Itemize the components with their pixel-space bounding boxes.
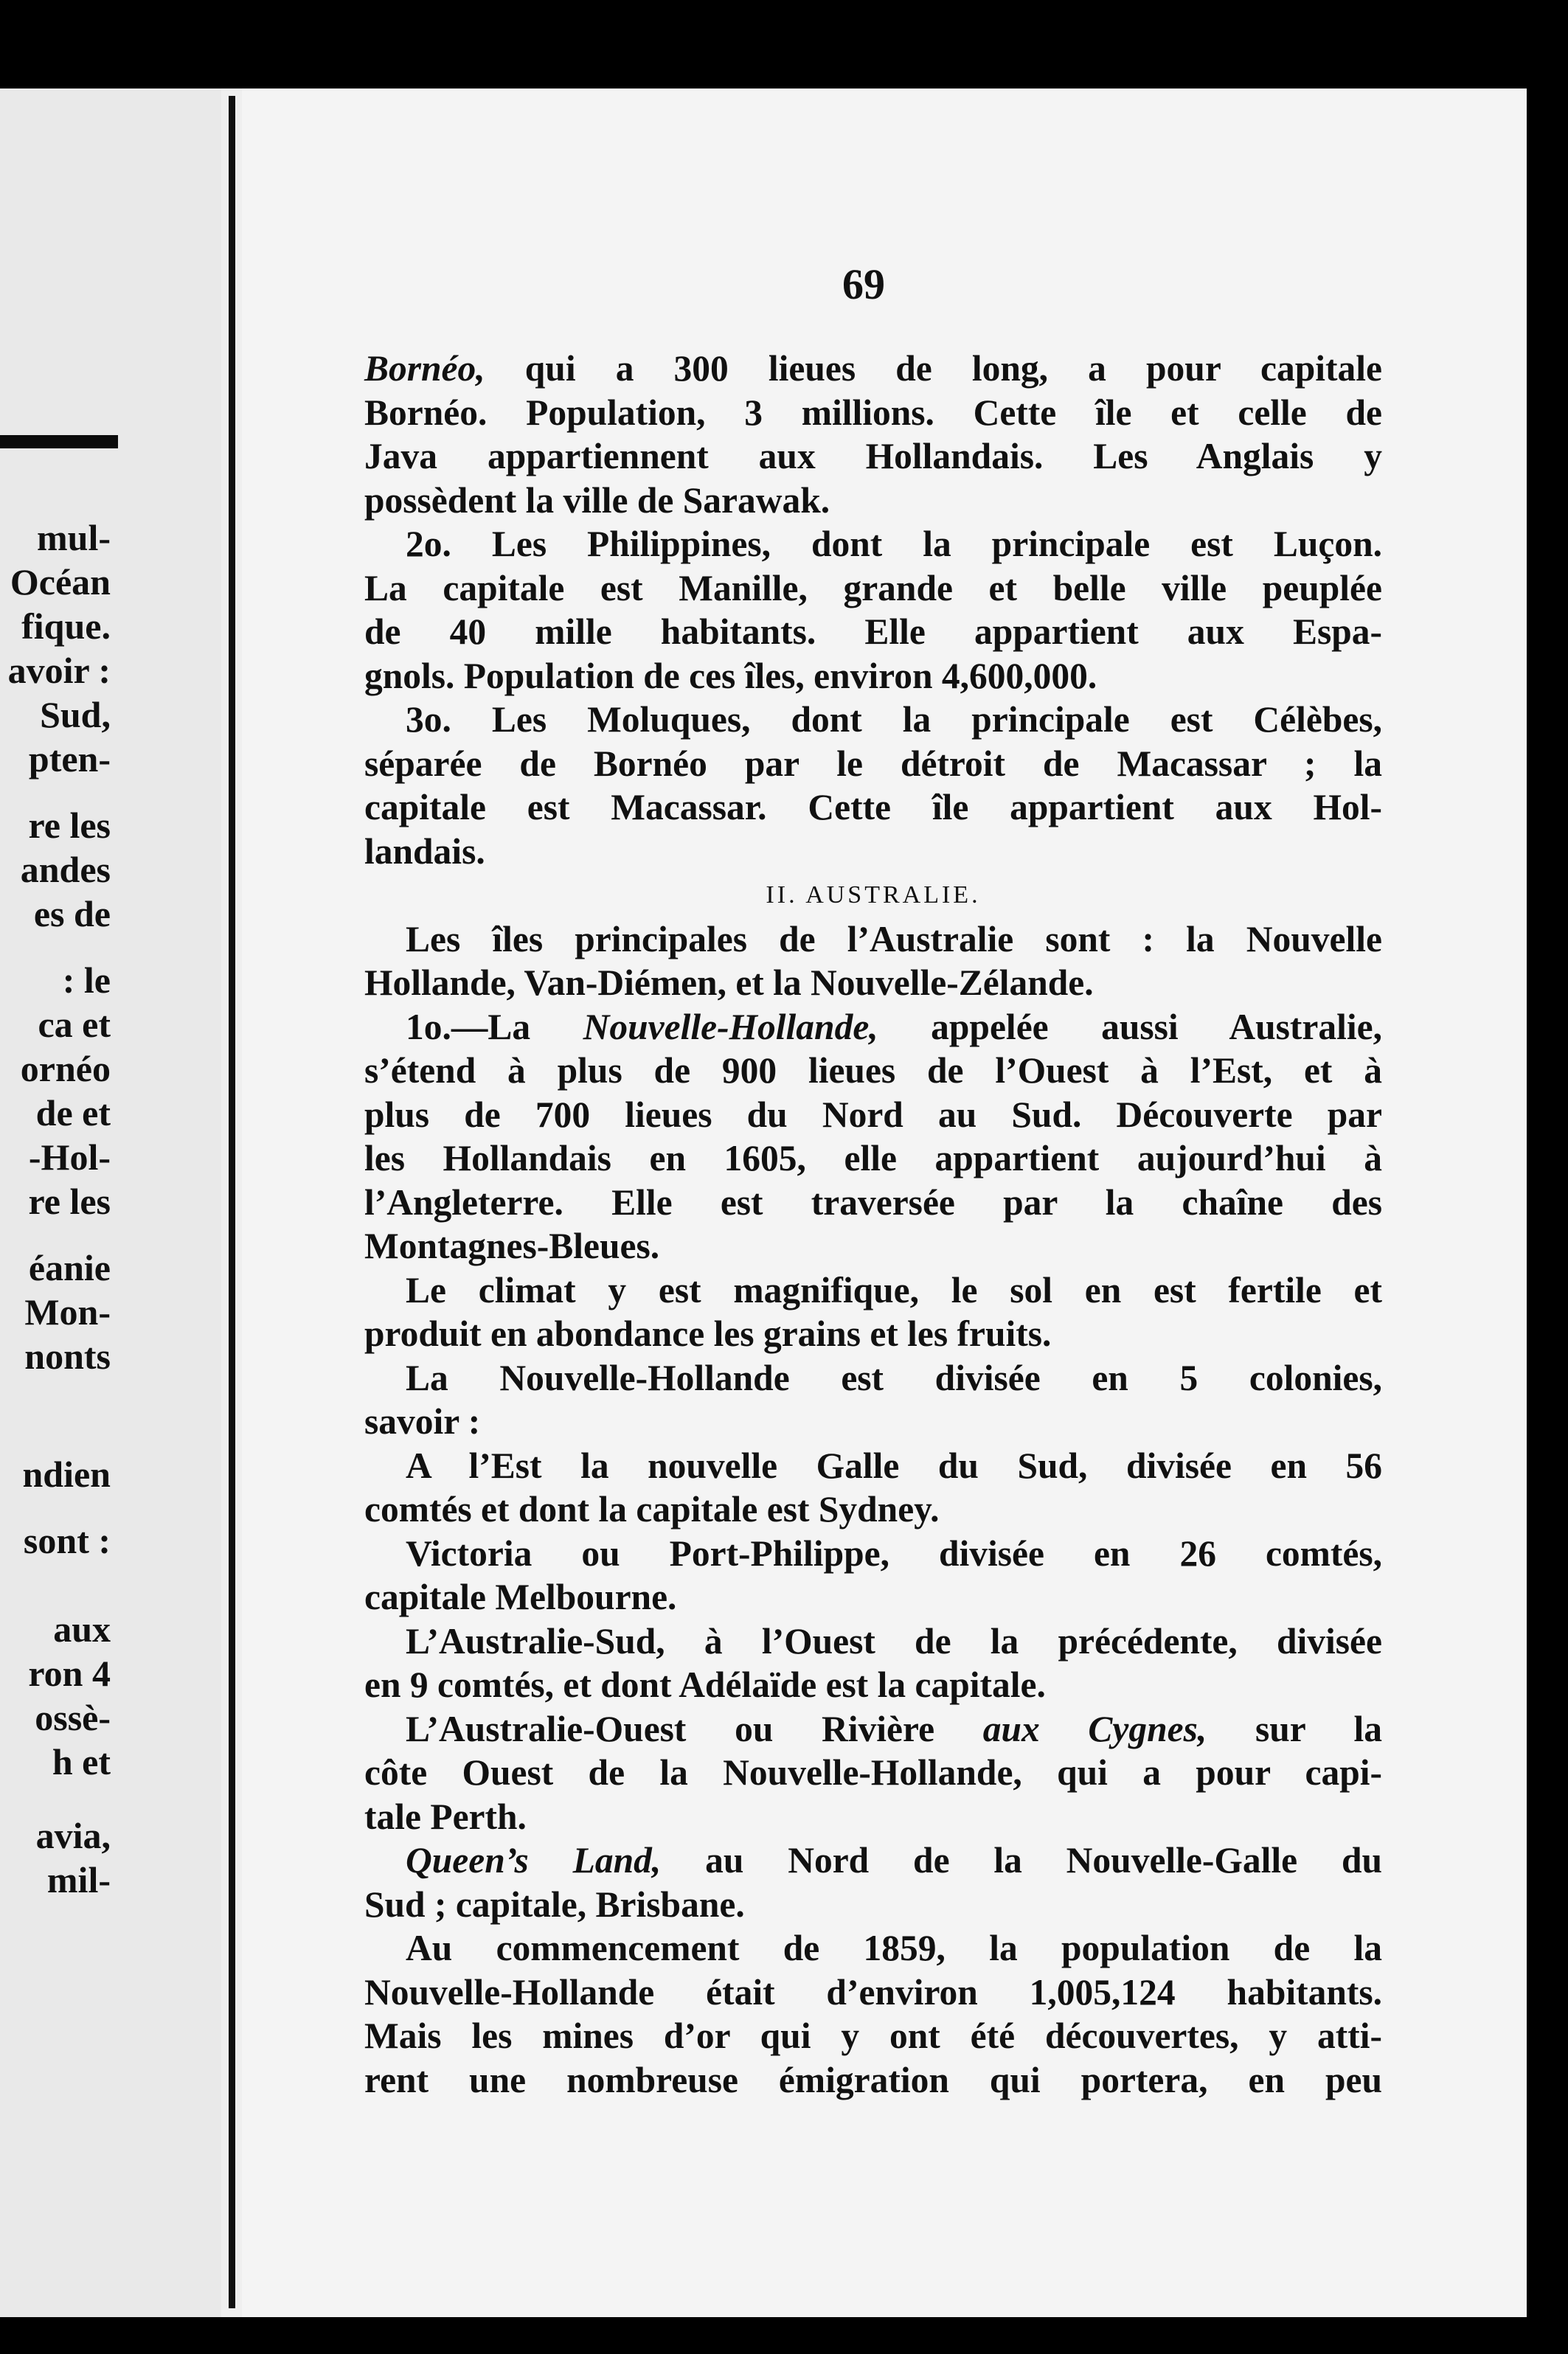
text-line [364,2014,1382,2058]
text-segment: 1o.—La [406,1006,583,1047]
text-line [364,1663,1382,1707]
text-segment: comtés et dont la capitale est Sydney. [364,1489,940,1530]
text-line [364,1400,1382,1444]
text-line [364,1532,1382,1576]
facing-page-line: ca et [38,1004,111,1045]
italic-segment: aux Cygnes, [982,1708,1207,1749]
text-segment: gnols. Population de ces îles, environ 4,600,000. [364,655,1097,696]
facing-page-line: aux [53,1608,111,1650]
scan-border-right [1527,0,1568,2354]
italic-segment: Queen’s Land, [406,1840,662,1881]
text-segment: landais. [364,830,485,872]
text-line [364,1444,1382,1488]
text-line [364,1005,1382,1049]
italic-segment: Bornéo, [364,348,485,389]
text-line [364,2058,1382,2103]
text-line [364,391,1382,435]
text-segment: Les îles principales de l’Australie sont : la Nouvelle [406,918,1382,959]
text-segment: Java appartiennent aux Hollandais. Les Anglais y [364,436,1382,476]
text-line [364,917,1382,962]
facing-page-line: éanie [28,1247,111,1288]
text-line [364,961,1382,1005]
text-segment: savoir : [364,1401,481,1442]
facing-page-line: sont : [23,1520,111,1561]
text-segment: en 9 comtés, et dont Adélaïde est la capitale. [364,1664,1046,1705]
facing-page-line: Océan [10,561,111,603]
scan-border-top [0,0,1568,88]
text-segment: Montagnes-Bleues. [364,1226,660,1266]
text-segment: séparée de Bornéo par le détroit de Macassar ; la [364,743,1382,784]
binding-line [229,96,235,2308]
facing-page-line: re les [28,805,111,846]
text-segment: Au commencement de 1859, la population de la [406,1928,1382,1968]
text-segment: Nouvelle-Hollande était d’environ 1,005,124 habitants. [364,1971,1382,2013]
text-segment: capitale Melbourne. [364,1577,677,1617]
text-line [364,1268,1382,1313]
text-segment: Victoria ou Port-Philippe, divisée en 26 comtés, [406,1532,1382,1574]
facing-page-line: ndien [22,1454,111,1495]
text-line [364,1356,1382,1400]
text-segment: La capitale est Manille, grande et belle ville peuplée [364,567,1382,608]
text-line [364,1575,1382,1619]
text-line [364,1487,1382,1532]
text-segment: capitale est Macassar. Cette île appartient aux Hol- [364,787,1382,827]
text-segment: Hollande, Van-Diémen, et la Nouvelle-Zélande. [364,962,1094,1003]
text-segment: qui a 300 lieues de long, a pour capitale [485,348,1382,389]
facing-page-line: mil- [46,1859,111,1900]
section-heading: II. AUSTRALIE. [766,881,981,909]
text-line [364,610,1382,654]
text-line [364,1883,1382,1927]
facing-page-fragment [0,88,221,2317]
text-line [364,698,1382,742]
facing-page-line: Mon- [24,1291,111,1333]
facing-page-line: re les [28,1181,111,1222]
text-line [364,479,1382,523]
facing-page-line: de et [35,1092,111,1133]
text-line [364,1224,1382,1268]
facing-page-line: ornéo [20,1048,111,1089]
text-line [364,1181,1382,1225]
text-segment: l’Angleterre. Elle est traversée par la chaîne des [364,1181,1382,1223]
text-line [364,434,1382,479]
text-segment: L’Australie-Sud, à l’Ouest de la précédente, divisée [406,1620,1382,1662]
text-segment: possèdent la ville de Sarawak. [364,479,830,521]
text-segment: Sud ; capitale, Brisbane. [364,1883,745,1925]
text-segment: 2o. Les Philippines, dont la principale est Luçon. [406,524,1382,564]
text-segment: A l’Est la nouvelle Galle du Sud, divisée en 56 [406,1445,1382,1486]
text-line [364,1136,1382,1181]
facing-page-line: pten- [28,738,111,780]
page-number: 69 [842,260,885,308]
text-line [364,785,1382,830]
text-segment: 3o. Les Moluques, dont la principale est Célèbes, [406,699,1382,740]
text-line [364,830,1382,874]
text-segment: appelée aussi Australie, [878,1006,1382,1047]
facing-page-line: Sud, [40,694,111,735]
text-line [364,522,1382,566]
text-segment: s’étend à plus de 900 lieues de l’Ouest à l’Est, et à [364,1050,1382,1091]
facing-page-line: avia, [35,1815,111,1856]
text-line [364,1093,1382,1137]
text-segment: au Nord de la Nouvelle-Galle du [661,1840,1382,1881]
facing-page-line: es de [33,893,111,934]
text-line [364,1971,1382,2015]
text-line [364,1619,1382,1664]
facing-page-rule [0,435,118,448]
text-line [364,1312,1382,1356]
text-segment: sur la [1207,1708,1383,1749]
text-segment: Bornéo. Population, 3 millions. Cette île et celle de [364,392,1382,433]
scan-border-bottom [0,2317,1568,2354]
facing-page-line: h et [52,1741,111,1782]
text-segment: produit en abondance les grains et les fruits. [364,1313,1052,1354]
text-segment: L’Australie-Ouest ou Rivière [406,1708,983,1749]
text-line [364,742,1382,786]
facing-page-line: -Hol- [28,1136,111,1178]
text-segment: tale Perth. [364,1796,527,1837]
text-line [364,1795,1382,1839]
text-segment: les Hollandais en 1605, elle appartient aujourd’hui à [364,1138,1382,1178]
facing-page-line: avoir : [7,650,111,691]
facing-page-line: ron 4 [28,1653,111,1694]
text-line [364,1707,1382,1751]
facing-page-line: : le [62,959,111,1001]
facing-page-line: ossè- [35,1697,111,1738]
text-segment: rent une nombreuse émigration qui portera, en peu [364,2059,1382,2100]
text-segment: Mais les mines d’or qui y ont été découvertes, y atti- [364,2016,1382,2056]
facing-page-line: mul- [37,517,111,558]
text-line [364,347,1382,391]
facing-page-line: nonts [24,1336,111,1377]
text-segment: plus de 700 lieues du Nord au Sud. Découverte par [364,1094,1382,1135]
italic-segment: Nouvelle-Hollande, [583,1006,878,1047]
text-line [364,654,1382,698]
facing-page-line: fique. [21,605,111,647]
text-line [364,1926,1382,1971]
text-segment: Le climat y est magnifique, le sol en est fertile et [406,1269,1382,1310]
text-line [364,1049,1382,1093]
text-line [364,1751,1382,1795]
text-segment: côte Ouest de la Nouvelle-Hollande, qui a pour capi- [364,1752,1382,1793]
text-line [364,566,1382,611]
text-segment: La Nouvelle-Hollande est divisée en 5 colonies, [406,1357,1382,1398]
text-segment: de 40 mille habitants. Elle appartient aux Espa- [364,611,1382,652]
facing-page-line: andes [20,849,111,890]
page-body-text [364,347,1382,2102]
text-line [364,1839,1382,1883]
